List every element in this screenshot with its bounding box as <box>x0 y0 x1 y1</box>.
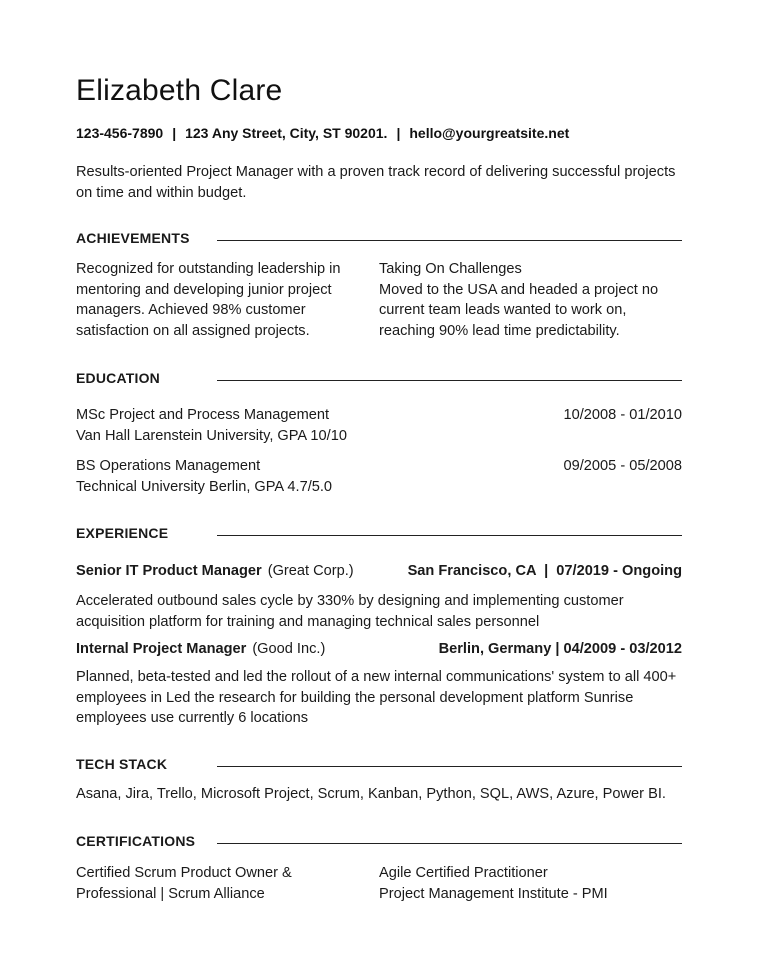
education-dates: 10/2008 - 01/2010 <box>563 407 682 423</box>
phone-number: 123-456-7890 <box>76 125 164 141</box>
job-company: (Good Inc.) <box>252 641 326 657</box>
section-divider <box>217 843 682 844</box>
achievement-challenges <box>379 259 682 341</box>
address: 123 Any Street, City, ST 90201. <box>185 125 388 141</box>
section-divider <box>217 766 682 767</box>
education-school: Technical University Berlin, GPA 4.7/5.0 <box>76 478 333 495</box>
tech-stack-heading: TECH STACK <box>76 756 168 772</box>
contact-line <box>76 125 569 141</box>
certification-scrum: Certified Scrum Product Owner & Professional | Scrum Alliance <box>76 865 292 902</box>
achievements-heading-row <box>76 230 682 250</box>
email-address: hello@yourgreatsite.net <box>409 125 570 141</box>
job-title: Senior IT Product Manager <box>76 563 262 579</box>
profile-summary: Results-oriented Project Manager with a proven track record of delivering successful projects on time and within budget. <box>76 164 676 201</box>
job-location-dates: San Francisco, CA | 07/2019 - Ongoing <box>407 563 682 579</box>
tech-stack-heading-row <box>76 756 682 776</box>
job-location-dates: Berlin, Germany | 04/2009 - 03/2012 <box>438 641 682 657</box>
education-heading: EDUCATION <box>76 370 160 386</box>
experience-heading: EXPERIENCE <box>76 525 169 541</box>
education-degree: BS Operations Management <box>76 458 261 474</box>
job-description: Accelerated outbound sales cycle by 330% by designing and implementing customer acquisition platform for training and managing technical sales personnel <box>76 593 624 630</box>
experience-heading-row <box>76 525 682 545</box>
tech-stack-list: Asana, Jira, Trello, Microsoft Project, Scrum, Kanban, Python, SQL, AWS, Azure, Power BI. <box>76 786 666 802</box>
education-dates: 09/2005 - 05/2008 <box>563 458 682 474</box>
certification-agile-issuer: Project Management Institute - PMI <box>379 885 608 902</box>
job-company: (Great Corp.) <box>267 563 354 579</box>
achievement-leadership: Recognized for outstanding leadership in mentoring and developing junior project managers. Achieved 98% customer satisfaction on all assigned projects. <box>76 261 341 339</box>
certifications-heading: CERTIFICATIONS <box>76 833 196 849</box>
certifications-heading-row <box>76 833 682 853</box>
job-description: Planned, beta-tested and led the rollout of a new internal communications' system to all 400+ employees in Led the research for building the personal development platform Sunrise employees use currently 6 locations <box>76 669 677 726</box>
contact-separator: | <box>172 125 177 141</box>
achievement-challenges-title: Taking On Challenges <box>379 261 522 277</box>
contact-separator: | <box>396 125 401 141</box>
job-title: Internal Project Manager <box>76 641 247 657</box>
achievements-heading: ACHIEVEMENTS <box>76 230 190 246</box>
job-title-line <box>76 639 325 660</box>
education-item <box>76 456 332 497</box>
education-degree: MSc Project and Process Management <box>76 407 330 423</box>
section-divider <box>217 240 682 241</box>
education-school: Van Hall Larenstein University, GPA 10/10 <box>76 427 347 444</box>
certification-agile <box>379 863 682 904</box>
education-heading-row <box>76 370 682 390</box>
certification-agile-title: Agile Certified Practitioner <box>379 865 548 881</box>
section-divider <box>217 535 682 536</box>
education-item <box>76 405 347 446</box>
section-divider <box>217 380 682 381</box>
candidate-name: Elizabeth Clare <box>76 74 283 107</box>
achievement-challenges-body: Moved to the USA and headed a project no current team leads wanted to work on, reaching 90% lead time predictability. <box>379 281 659 339</box>
job-title-line <box>76 561 354 582</box>
